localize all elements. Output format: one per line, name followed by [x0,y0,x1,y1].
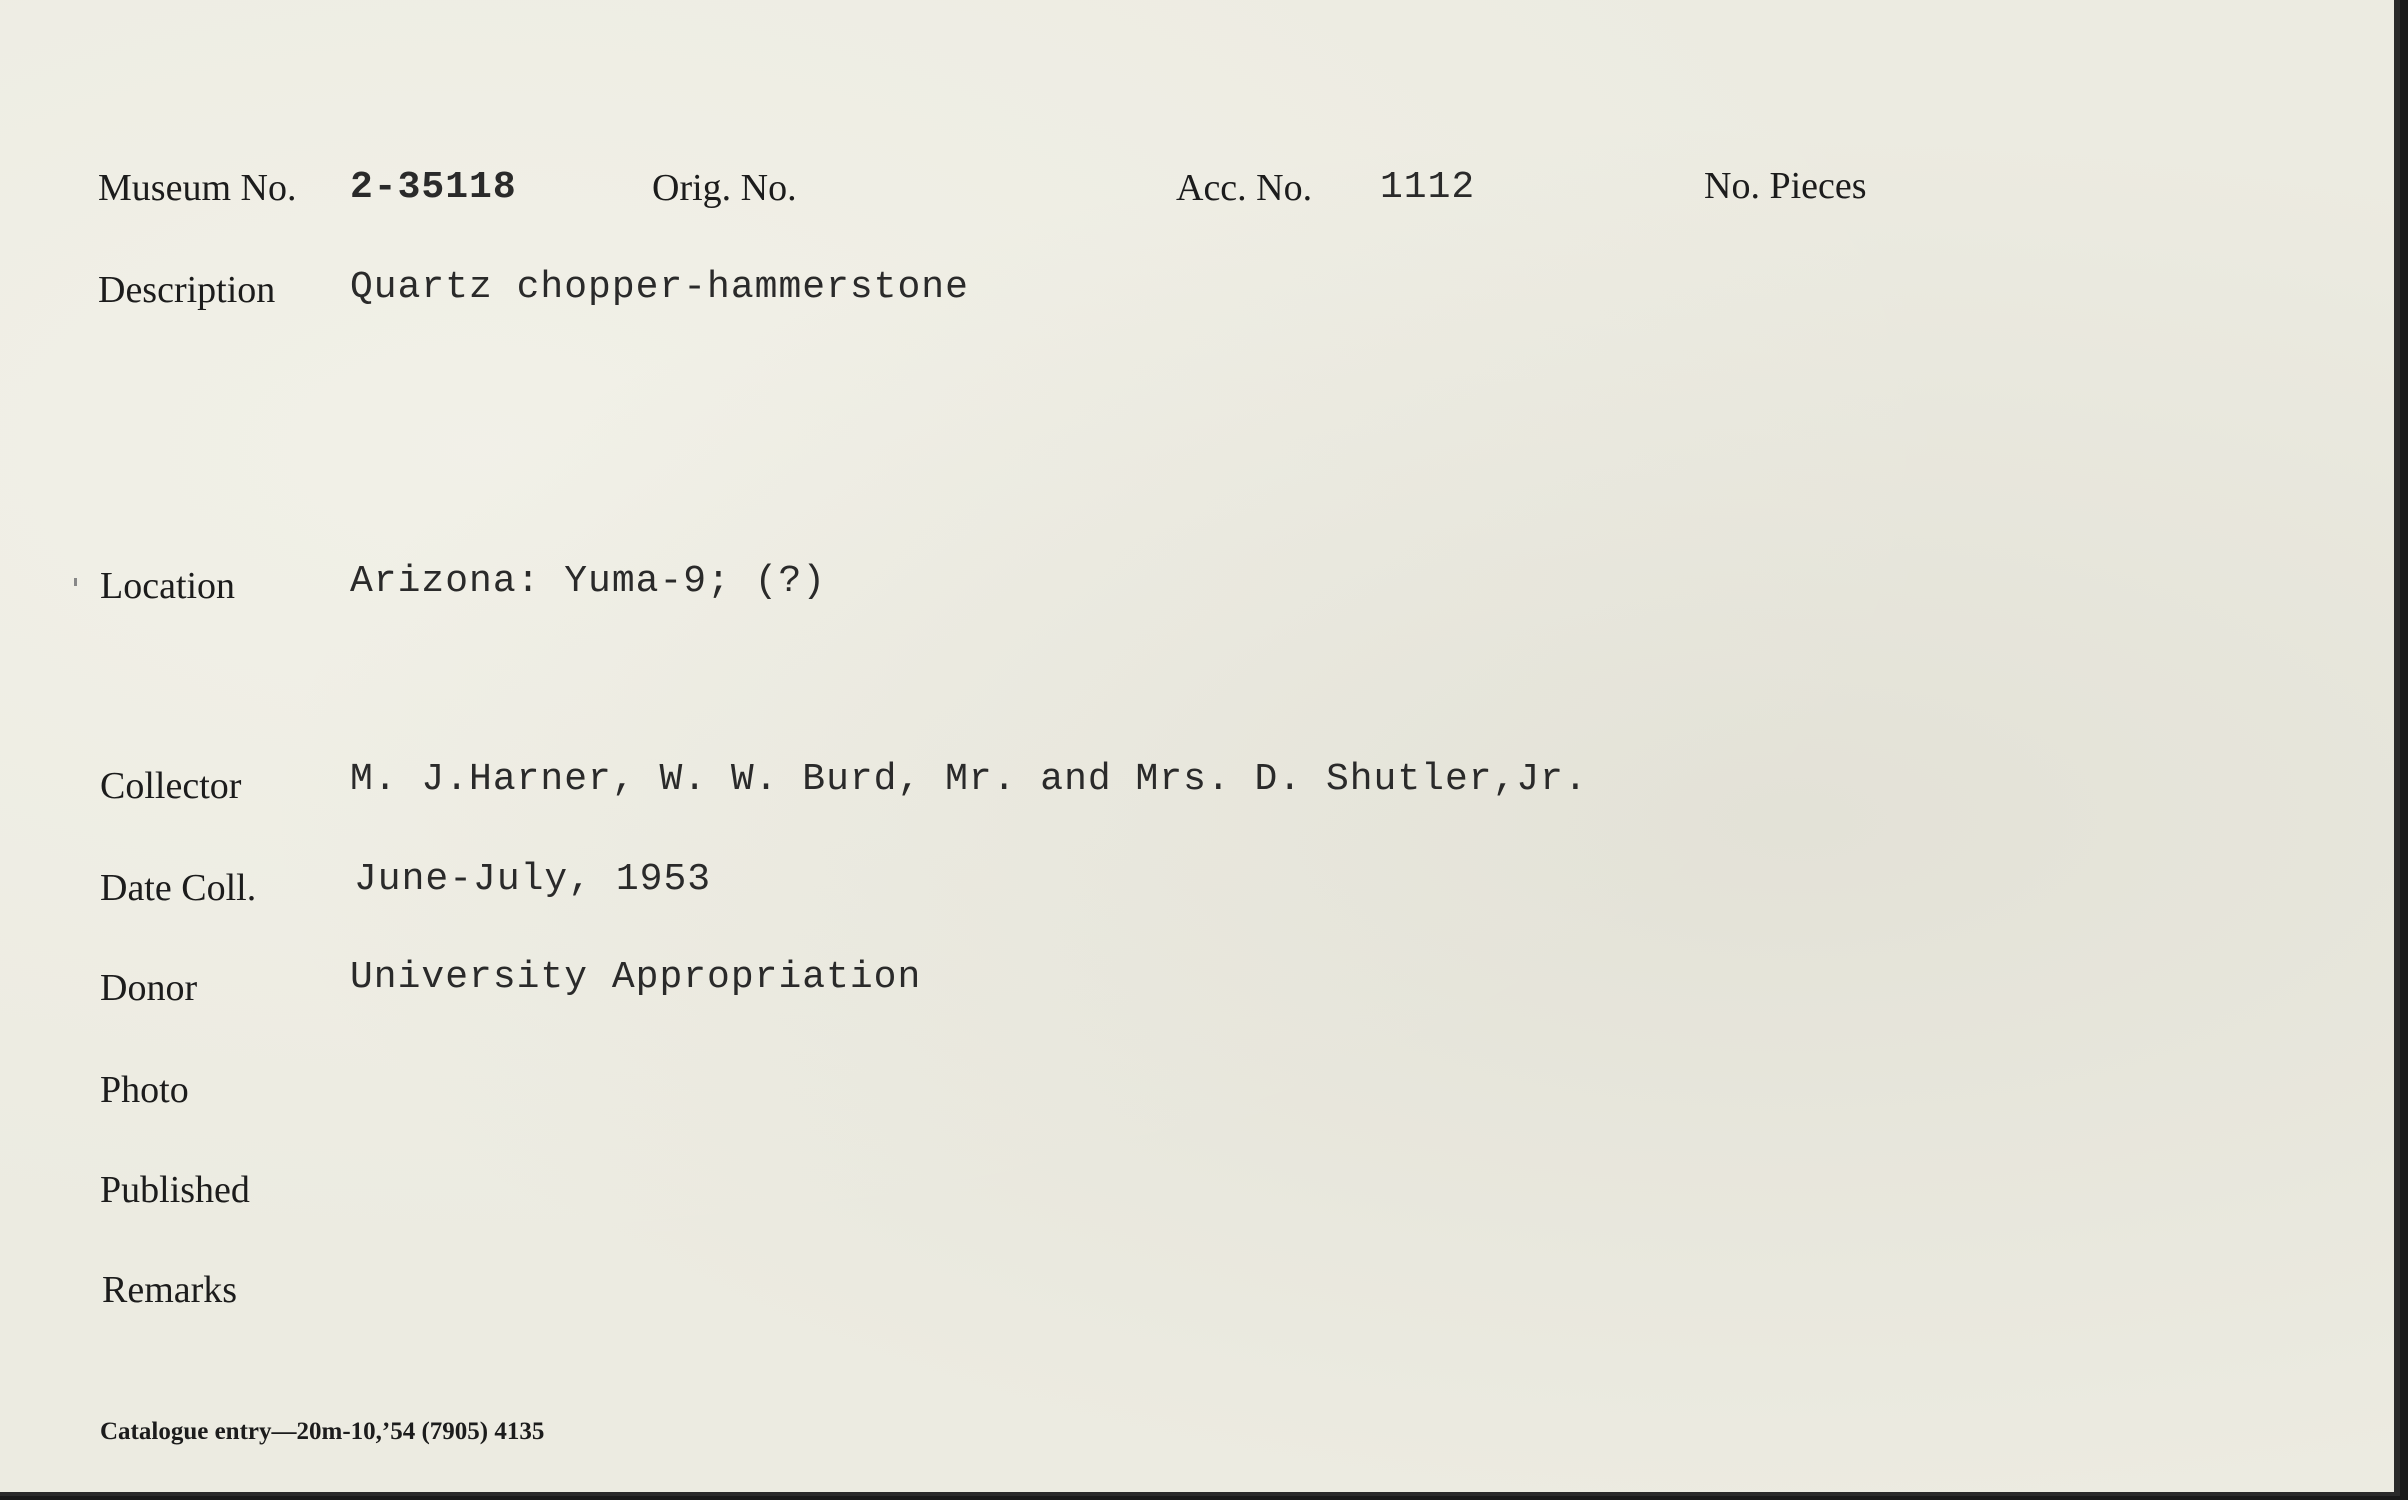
remarks-label: Remarks [102,1269,238,1311]
description-label: Description [98,269,276,311]
photo-label: Photo [100,1069,189,1111]
museum-no-label: Museum No. [98,167,297,209]
card-mark [74,578,77,586]
collector-value: M. J.Harner, W. W. Burd, Mr. and Mrs. D. Shutler,Jr. [350,758,1588,801]
no-pieces-label: No. Pieces [1704,165,1867,207]
location-label: Location [100,565,236,607]
donor-value: University Appropriation [350,956,922,999]
date-coll-label: Date Coll. [100,867,257,909]
description-value: Quartz chopper-hammerstone [350,266,969,309]
published-label: Published [100,1169,250,1211]
acc-no-label: Acc. No. [1176,167,1313,209]
collector-label: Collector [100,765,242,807]
orig-no-label: Orig. No. [652,167,797,209]
catalogue-entry-footer: Catalogue entry—20m-10,’54 (7905) 4135 [100,1418,545,1445]
museum-no-value: 2-35118 [350,166,517,209]
date-coll-value: June-July, 1953 [354,858,712,901]
donor-label: Donor [100,967,198,1009]
location-value: Arizona: Yuma-9; (?) [350,560,827,603]
acc-no-value: 1112 [1380,166,1476,209]
